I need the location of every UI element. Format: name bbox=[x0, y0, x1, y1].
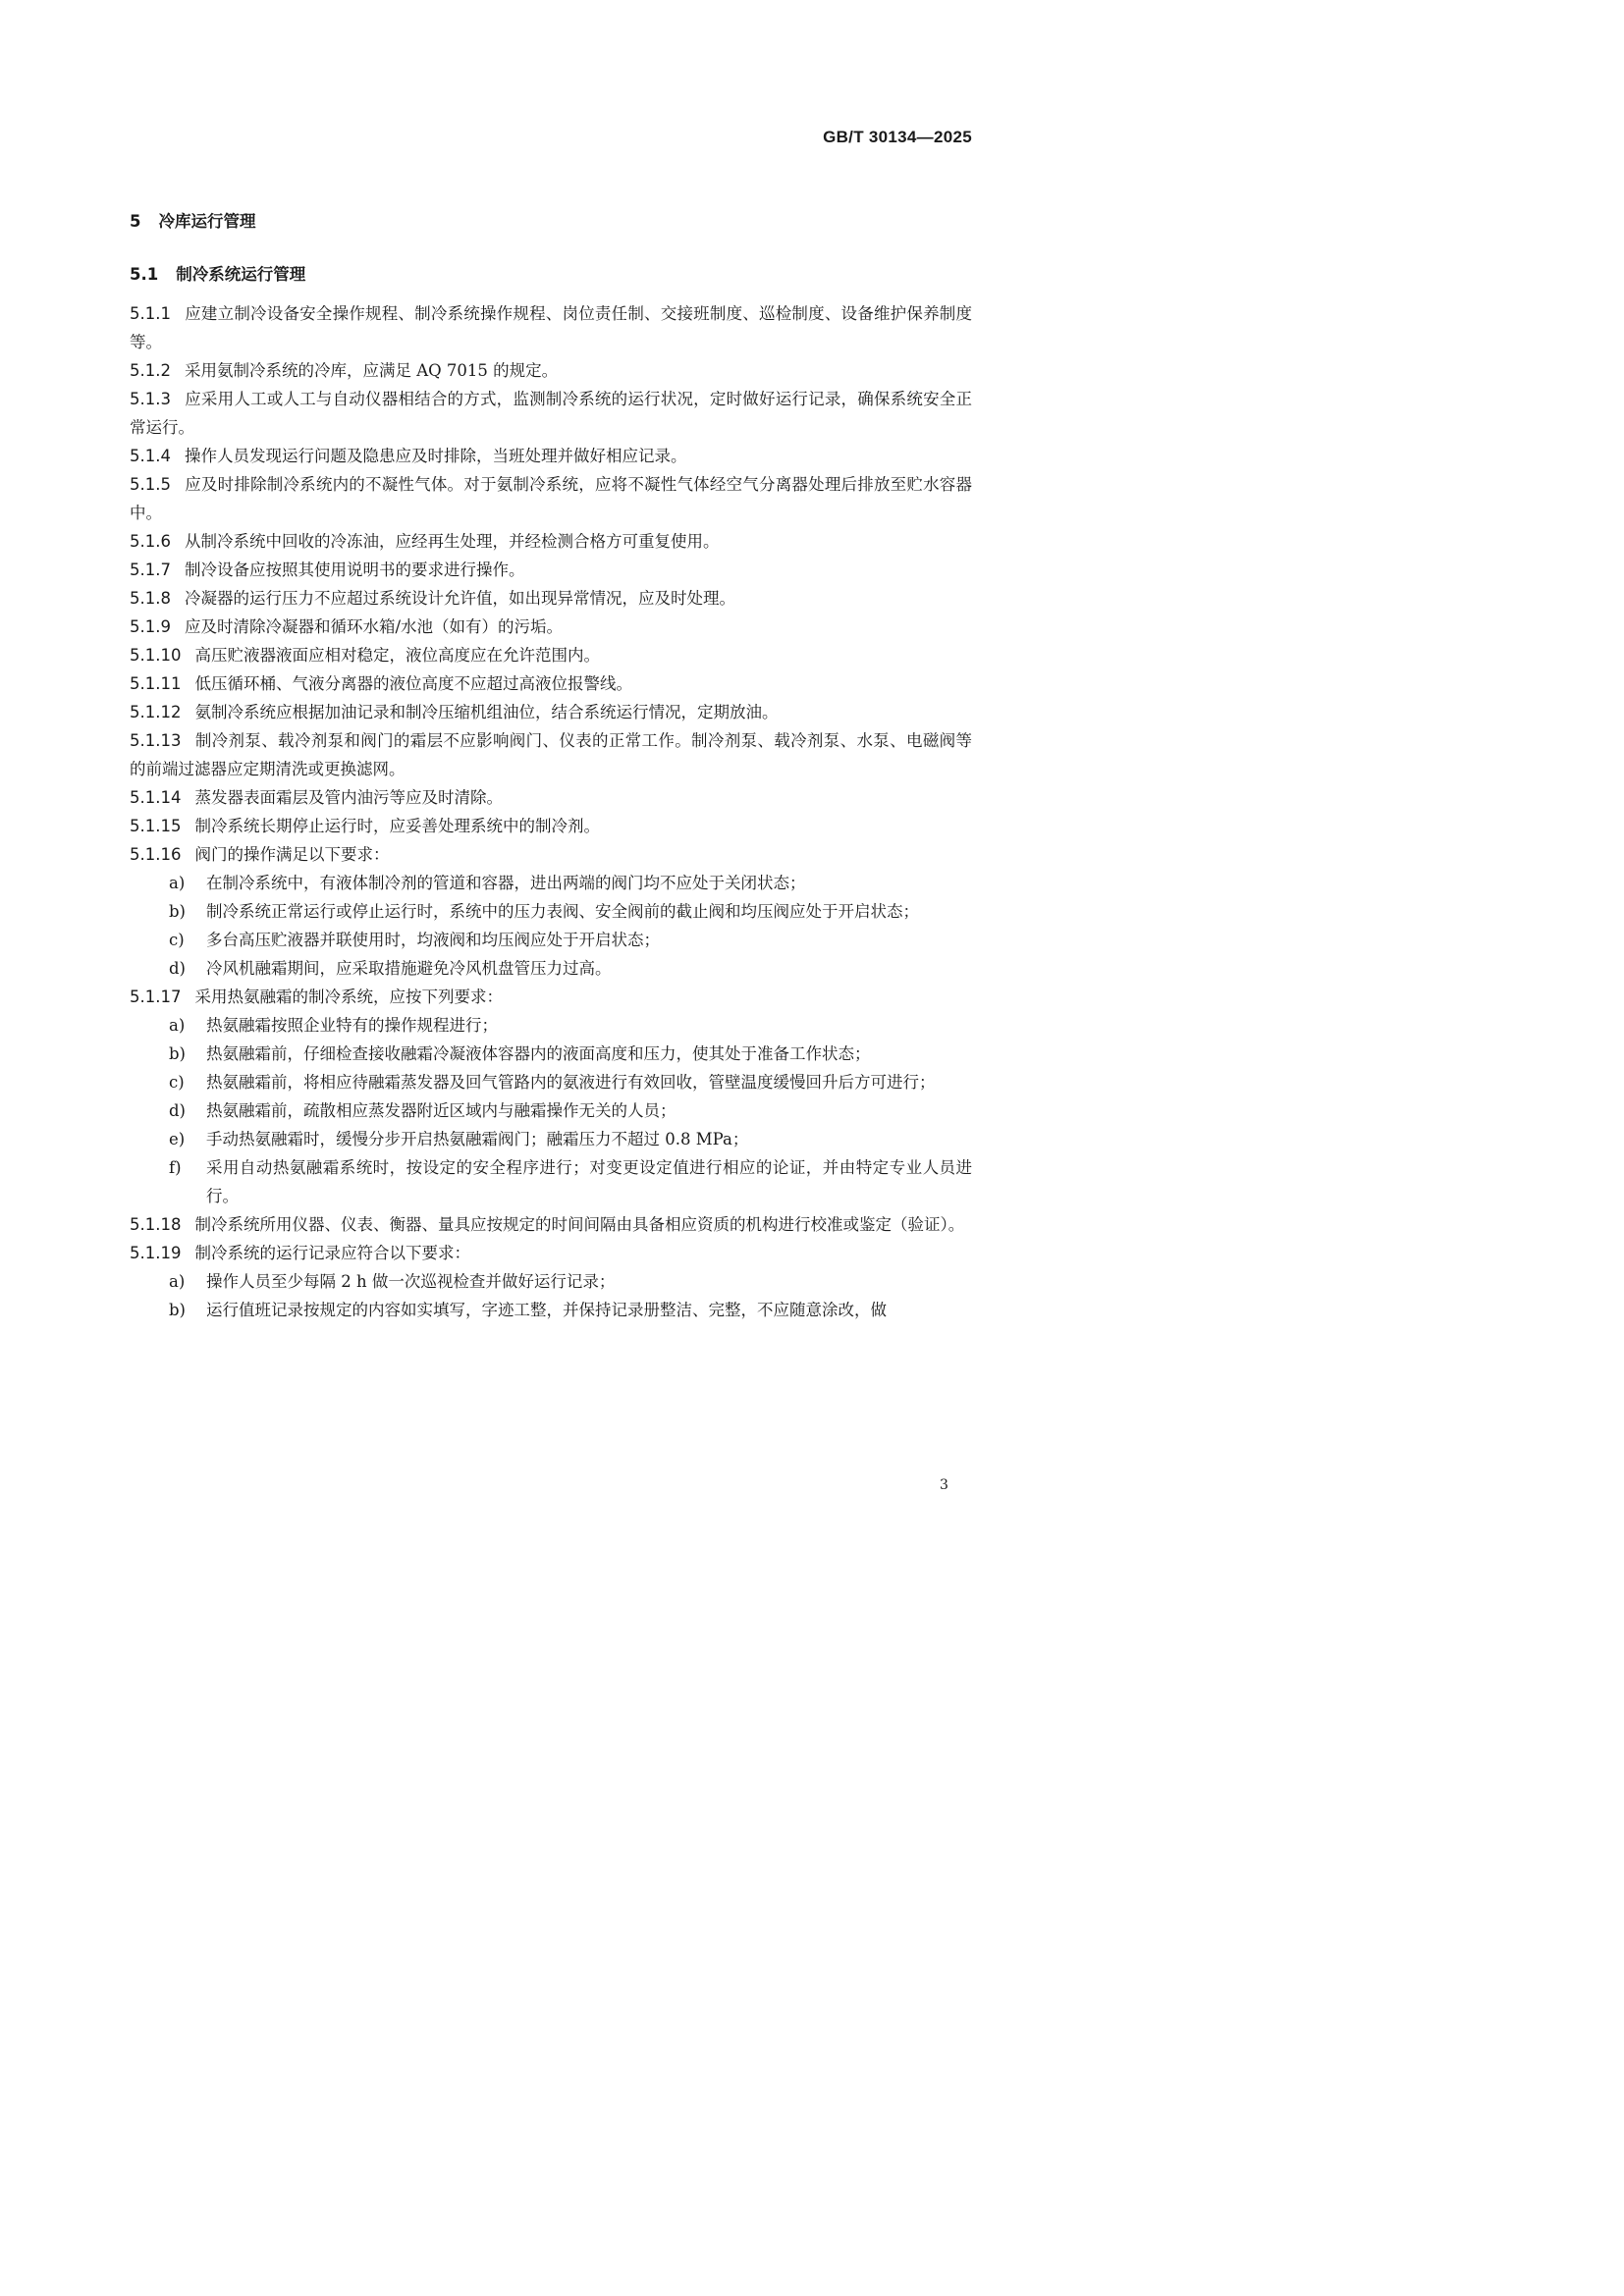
clause bbox=[130, 1239, 972, 1267]
clause-number: 5.1.13 bbox=[130, 731, 182, 750]
list-item bbox=[130, 1068, 972, 1096]
clause-text: 冷凝器的运行压力不应超过系统设计允许值，如出现异常情况，应及时处理。 bbox=[184, 589, 735, 608]
clause bbox=[130, 726, 972, 783]
list-item bbox=[130, 1125, 972, 1153]
list-item-text: 热氨融霜前，疏散相应蒸发器附近区域内与融霜操作无关的人员； bbox=[206, 1101, 677, 1120]
list-item-marker: d) bbox=[169, 1101, 186, 1120]
list-item-marker: a) bbox=[169, 1272, 186, 1291]
clause-number: 5.1.1 bbox=[130, 304, 171, 323]
list-item-text: 冷风机融霜期间，应采取措施避免冷风机盘管压力过高。 bbox=[206, 959, 612, 978]
clause-number: 5.1.12 bbox=[130, 703, 182, 721]
clause bbox=[130, 556, 972, 584]
list-item-marker: b) bbox=[169, 1044, 186, 1063]
list-item bbox=[130, 1296, 972, 1324]
clause-number: 5.1.2 bbox=[130, 361, 171, 380]
list-item-text: 手动热氨融霜时，缓慢分步开启热氨融霜阀门；融霜压力不超过 0.8 MPa； bbox=[206, 1130, 749, 1148]
list-item bbox=[130, 954, 972, 983]
list-item-marker: e) bbox=[169, 1130, 186, 1148]
clause-text: 应及时排除制冷系统内的不凝性气体。对于氨制冷系统，应将不凝性气体经空气分离器处理后排放至贮水容器中。 bbox=[130, 475, 972, 522]
clause bbox=[130, 527, 972, 556]
list-item-text: 运行值班记录按规定的内容如实填写，字迹工整，并保持记录册整洁、完整，不应随意涂改，做 bbox=[206, 1301, 887, 1319]
list-item bbox=[130, 1040, 972, 1068]
list-item-text: 操作人员至少每隔 2 h 做一次巡视检查并做好运行记录； bbox=[206, 1272, 616, 1291]
clause-number: 5.1.3 bbox=[130, 390, 171, 408]
clause-number: 5.1.11 bbox=[130, 674, 182, 693]
list-item bbox=[130, 1267, 972, 1296]
clause-number: 5.1.8 bbox=[130, 589, 171, 608]
page-number: 3 bbox=[940, 1477, 948, 1493]
clause-number: 5.1.18 bbox=[130, 1215, 182, 1234]
clause bbox=[130, 613, 972, 641]
clause-number: 5.1.9 bbox=[130, 617, 171, 636]
clause-text: 从制冷系统中回收的冷冻油，应经再生处理，并经检测合格方可重复使用。 bbox=[184, 532, 720, 551]
list-item-marker: d) bbox=[169, 959, 186, 978]
clause-text: 高压贮液器液面应相对稳定，液位高度应在允许范围内。 bbox=[194, 646, 600, 665]
list-item-marker: b) bbox=[169, 902, 186, 921]
clause-text: 阀门的操作满足以下要求： bbox=[194, 845, 390, 864]
list-item-marker: b) bbox=[169, 1301, 186, 1319]
clause-number: 5.1.19 bbox=[130, 1244, 182, 1262]
clause-text: 应采用人工或人工与自动仪器相结合的方式，监测制冷系统的运行状况，定时做好运行记录，确保系统安全正常运行。 bbox=[130, 390, 972, 437]
list-item-marker: c) bbox=[169, 1073, 185, 1092]
clause-number: 5.1.17 bbox=[130, 988, 182, 1006]
section-title: 冷库运行管理 bbox=[158, 212, 256, 231]
clause bbox=[130, 812, 972, 840]
clause-text: 操作人员发现运行问题及隐患应及时排除，当班处理并做好相应记录。 bbox=[184, 447, 687, 465]
list-item bbox=[130, 869, 972, 897]
section-number: 5 bbox=[130, 212, 141, 231]
list-item-text: 采用自动热氨融霜系统时，按设定的安全程序进行；对变更设定值进行相应的论证，并由特定专业人员进行。 bbox=[206, 1158, 972, 1205]
clause-text: 制冷剂泵、载冷剂泵和阀门的霜层不应影响阀门、仪表的正常工作。制冷剂泵、载冷剂泵、水泵、电磁阀等的前端过滤器应定期清洗或更换滤网。 bbox=[130, 731, 972, 778]
clause bbox=[130, 299, 972, 356]
clause-text: 制冷系统的运行记录应符合以下要求： bbox=[194, 1244, 470, 1262]
clause-text: 应建立制冷设备安全操作规程、制冷系统操作规程、岗位责任制、交接班制度、巡检制度、设备维护保养制度等。 bbox=[130, 304, 972, 351]
list-item bbox=[130, 1153, 972, 1210]
clause bbox=[130, 356, 972, 385]
clause-number: 5.1.14 bbox=[130, 788, 182, 807]
list-item-text: 热氨融霜前，仔细检查接收融霜冷凝液体容器内的液面高度和压力，使其处于准备工作状态； bbox=[206, 1044, 871, 1063]
clause-text: 采用热氨融霜的制冷系统，应按下列要求： bbox=[194, 988, 503, 1006]
clause-text: 制冷设备应按照其使用说明书的要求进行操作。 bbox=[184, 561, 525, 579]
subsection-number: 5.1 bbox=[130, 265, 159, 284]
clause-text: 制冷系统所用仪器、仪表、衡器、量具应按规定的时间间隔由具备相应资质的机构进行校准或鉴定（验证）。 bbox=[194, 1215, 965, 1234]
list-item-marker: f) bbox=[169, 1158, 182, 1177]
standard-code: GB/T 30134—2025 bbox=[823, 128, 972, 146]
clause bbox=[130, 584, 972, 613]
clause-number: 5.1.15 bbox=[130, 817, 182, 835]
clause-list bbox=[130, 299, 972, 1324]
list-item-text: 在制冷系统中，有液体制冷剂的管道和容器，进出两端的阀门均不应处于关闭状态； bbox=[206, 874, 806, 892]
clause-number: 5.1.10 bbox=[130, 646, 182, 665]
subsection-title: 制冷系统运行管理 bbox=[176, 265, 306, 284]
list-item-text: 热氨融霜前，将相应待融霜蒸发器及回气管路内的氨液进行有效回收，管壁温度缓慢回升后方可进行； bbox=[206, 1073, 936, 1092]
clause-number: 5.1.16 bbox=[130, 845, 182, 864]
clause-number: 5.1.4 bbox=[130, 447, 171, 465]
clause-number: 5.1.5 bbox=[130, 475, 171, 494]
clause-number: 5.1.6 bbox=[130, 532, 171, 551]
list-item bbox=[130, 1011, 972, 1040]
clause-text: 应及时清除冷凝器和循环水箱/水池（如有）的污垢。 bbox=[184, 617, 564, 636]
clause-text: 氨制冷系统应根据加油记录和制冷压缩机组油位，结合系统运行情况，定期放油。 bbox=[194, 703, 779, 721]
clause bbox=[130, 983, 972, 1011]
list-item bbox=[130, 1096, 972, 1125]
clause bbox=[130, 1210, 972, 1239]
clause-text: 低压循环桶、气液分离器的液位高度不应超过高液位报警线。 bbox=[194, 674, 632, 693]
list-item-marker: a) bbox=[169, 1016, 186, 1035]
clause-text: 蒸发器表面霜层及管内油污等应及时清除。 bbox=[194, 788, 503, 807]
list-item-marker: a) bbox=[169, 874, 186, 892]
list-item-text: 多台高压贮液器并联使用时，均液阀和均压阀应处于开启状态； bbox=[206, 931, 660, 949]
clause bbox=[130, 840, 972, 869]
clause bbox=[130, 641, 972, 669]
list-item-text: 热氨融霜按照企业特有的操作规程进行； bbox=[206, 1016, 498, 1035]
section-heading bbox=[130, 208, 255, 232]
list-item-marker: c) bbox=[169, 931, 185, 949]
clause-number: 5.1.7 bbox=[130, 561, 171, 579]
subsection-heading bbox=[130, 261, 305, 285]
clause bbox=[130, 470, 972, 527]
clause bbox=[130, 442, 972, 470]
document-page bbox=[0, 0, 1080, 1526]
clause bbox=[130, 385, 972, 442]
list-item-text: 制冷系统正常运行或停止运行时，系统中的压力表阀、安全阀前的截止阀和均压阀应处于开启状态； bbox=[206, 902, 919, 921]
clause-text: 采用氨制冷系统的冷库，应满足 AQ 7015 的规定。 bbox=[184, 361, 559, 380]
list-item bbox=[130, 897, 972, 926]
clause bbox=[130, 698, 972, 726]
list-item bbox=[130, 926, 972, 954]
clause bbox=[130, 669, 972, 698]
clause bbox=[130, 783, 972, 812]
clause-text: 制冷系统长期停止运行时，应妥善处理系统中的制冷剂。 bbox=[194, 817, 600, 835]
